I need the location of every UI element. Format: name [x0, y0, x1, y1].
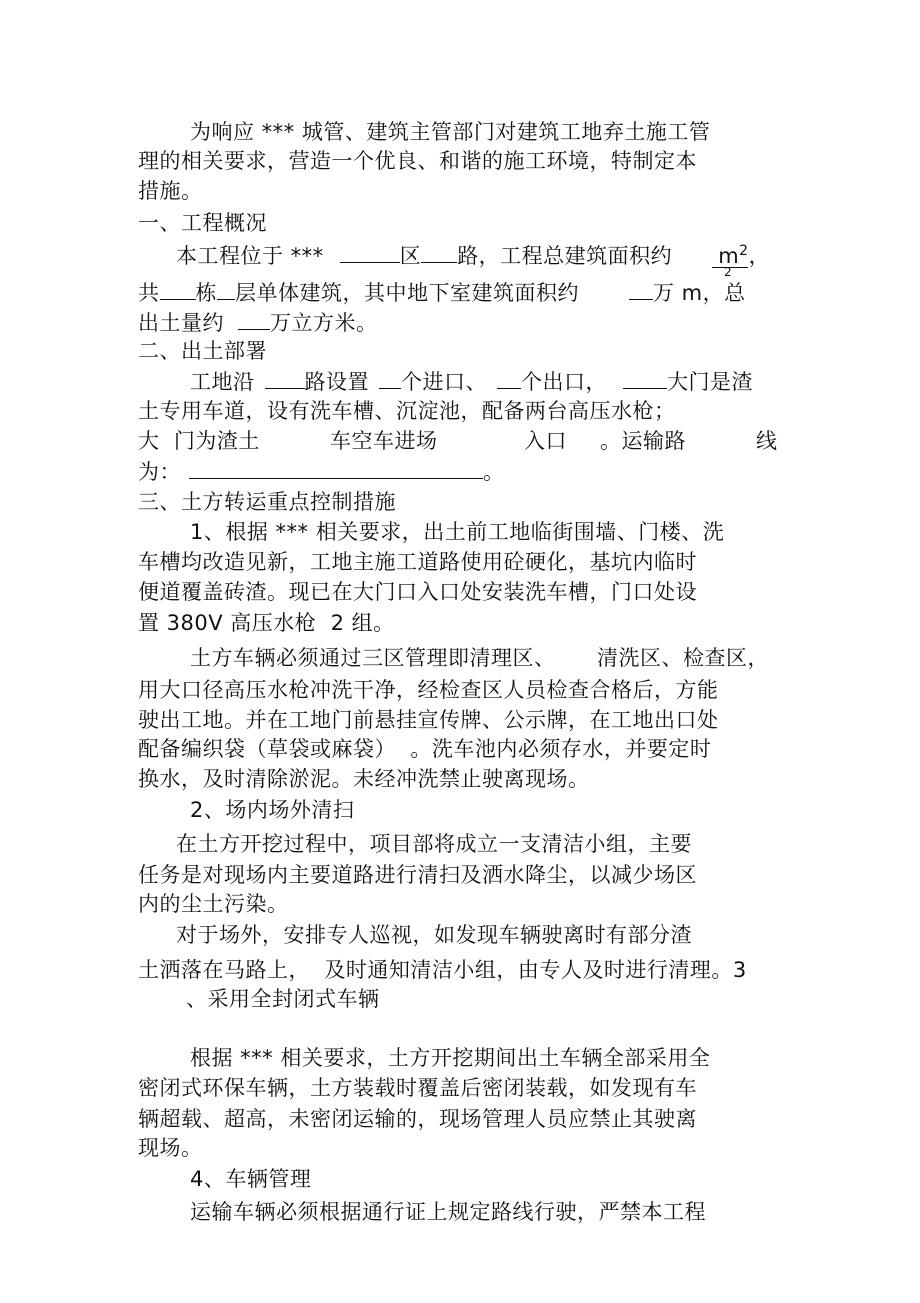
s2-l3-b: 车空车进场	[330, 429, 438, 453]
s1-l1-unit: m	[718, 244, 740, 268]
s1-l3-a: 出土量约	[138, 311, 224, 335]
s2-l1-b: 路设置	[304, 370, 369, 394]
s1-l2-a: 共	[138, 281, 160, 305]
section-3-title: 三、土方转运重点控制措施	[138, 490, 396, 514]
s3-1b-line-3: 驶出工地。并在工地门前悬挂宣传牌、公示牌，在工地出口处	[138, 708, 719, 732]
blank-entrances	[379, 366, 401, 389]
s1-l1-end: ，	[748, 244, 771, 268]
s1-line-3	[138, 307, 378, 338]
s3-3-line-2: 密闭式环保车辆，土方装载时覆盖后密闭装载，如发现有车	[138, 1076, 697, 1100]
intro-line-1: 为响应 *** 城管、建筑主管部门对建筑工地弃土施工管	[190, 120, 711, 144]
s2-l4-a: 为：	[138, 460, 181, 484]
s3-2-line-4: 对于场外，安排专人巡视，如发现车辆驶离时有部分渣	[176, 923, 692, 947]
s3-1-line-3: 便道覆盖砖渣。现已在大门口入口处安装洗车槽，门口处设	[138, 580, 697, 604]
s2-line-4	[138, 456, 505, 487]
s3-1b-line-4: 配备编织袋（草袋或麻袋） 。洗车池内必须存水，并要定时	[138, 737, 712, 761]
blank-buildings	[160, 277, 196, 300]
s1-l1-b: 区	[399, 244, 422, 268]
s3-4-line-1: 运输车辆必须根据通行证上规定路线行驶，严禁本工程	[190, 1200, 706, 1224]
blank-road	[421, 240, 457, 263]
s1-l3-b: 万立方米。	[270, 311, 378, 335]
s1-line-1	[176, 240, 770, 271]
s3-1-line-2: 车槽均改造见新，工地主施工道路使用砼硬化，基坑内临时	[138, 550, 697, 574]
s3-2-line-5: 土洒落在马路上， 及时通知清洁小组，由专人及时进行清理。3	[138, 958, 747, 982]
s3-1b-line-1b: 清洗区、检查区，	[597, 646, 769, 670]
intro-line-3: 措施。	[138, 179, 203, 203]
s2-l1-e: 大门是渣	[667, 370, 753, 394]
section-1-title: 一、工程概况	[138, 211, 267, 235]
s1-line-2	[138, 277, 746, 308]
s2-l4-b: 。	[483, 460, 505, 484]
s2-l3-d: 。运输路	[600, 429, 686, 453]
section-2-title: 二、出土部署	[138, 339, 267, 363]
s1-l2-c: 层单体建筑，其中地下室建筑面积约	[235, 281, 579, 305]
s3-2-line-3: 内的尘土污染。	[138, 892, 289, 916]
s2-l1-d: 个出口，	[521, 370, 607, 394]
section-3-4-title: 4、车辆管理	[190, 1167, 312, 1191]
blank-exits	[497, 366, 521, 389]
s2-l1-a: 工地沿	[190, 370, 255, 394]
s1-l2-d: 万 m，总	[653, 281, 746, 305]
blank-earth-volume	[238, 307, 270, 330]
intro-line-2: 理的相关要求，营造一个优良、和谐的施工环境，特制定本	[138, 149, 697, 173]
section-3-2-title: 2、场内场外清扫	[190, 798, 355, 822]
s1-l1-c: 路，工程总建筑面积约	[457, 244, 673, 268]
s3-1-line-4: 置 380V 高压水枪 2 组。	[138, 611, 395, 635]
s2-l1-c: 个进口、	[401, 370, 487, 394]
s2-l3-c: 入口	[524, 429, 567, 453]
s2-l3-e: 线	[756, 429, 778, 453]
s3-2-line-1: 在土方开挖过程中，项目部将成立一支清洁小组，主要	[176, 832, 692, 856]
s2-line-2: 土专用车道，设有洗车槽、沉淀池，配备两台高压水枪；	[138, 399, 676, 423]
s3-3-line-3: 辆超载、超高，未密闭运输的，现场管理人员应禁止其驶离	[138, 1107, 697, 1131]
s3-3-line-4: 现场。	[138, 1136, 203, 1160]
blank-basement-area	[629, 277, 653, 300]
s2-line-1	[190, 366, 753, 397]
s1-l1-sub: 2	[724, 265, 732, 279]
s3-1b-line-5: 换水，及时清除淤泥。未经冲洗禁止驶离现场。	[138, 767, 590, 791]
s3-1b-line-2: 用大口径高压水枪冲洗干净，经检查区人员检查合格后，方能	[138, 678, 719, 702]
blank-gate	[623, 366, 667, 389]
blank-route	[189, 456, 483, 479]
s3-1b-line-1a: 土方车辆必须通过三区管理即清理区、	[190, 646, 556, 670]
s1-l2-b: 栋	[195, 281, 217, 305]
s3-2-line-6: 、采用全封闭式车辆	[186, 987, 380, 1011]
blank-along-road	[265, 366, 305, 389]
s2-l3-a: 大 门为渣土	[138, 429, 260, 453]
s1-l1-sup: 2	[739, 243, 749, 259]
s1-l1-a: 本工程位于 ***	[176, 244, 324, 268]
s3-3-line-1: 根据 *** 相关要求，土方开挖期间出土车辆全部采用全	[190, 1046, 711, 1070]
s3-1-line-1: 1、根据 *** 相关要求，出土前工地临街围墙、门楼、洗	[190, 520, 725, 544]
blank-floors	[217, 277, 235, 300]
blank-district	[340, 240, 400, 263]
s3-2-line-2: 任务是对现场内主要道路进行清扫及洒水降尘，以减少场区	[138, 863, 697, 887]
